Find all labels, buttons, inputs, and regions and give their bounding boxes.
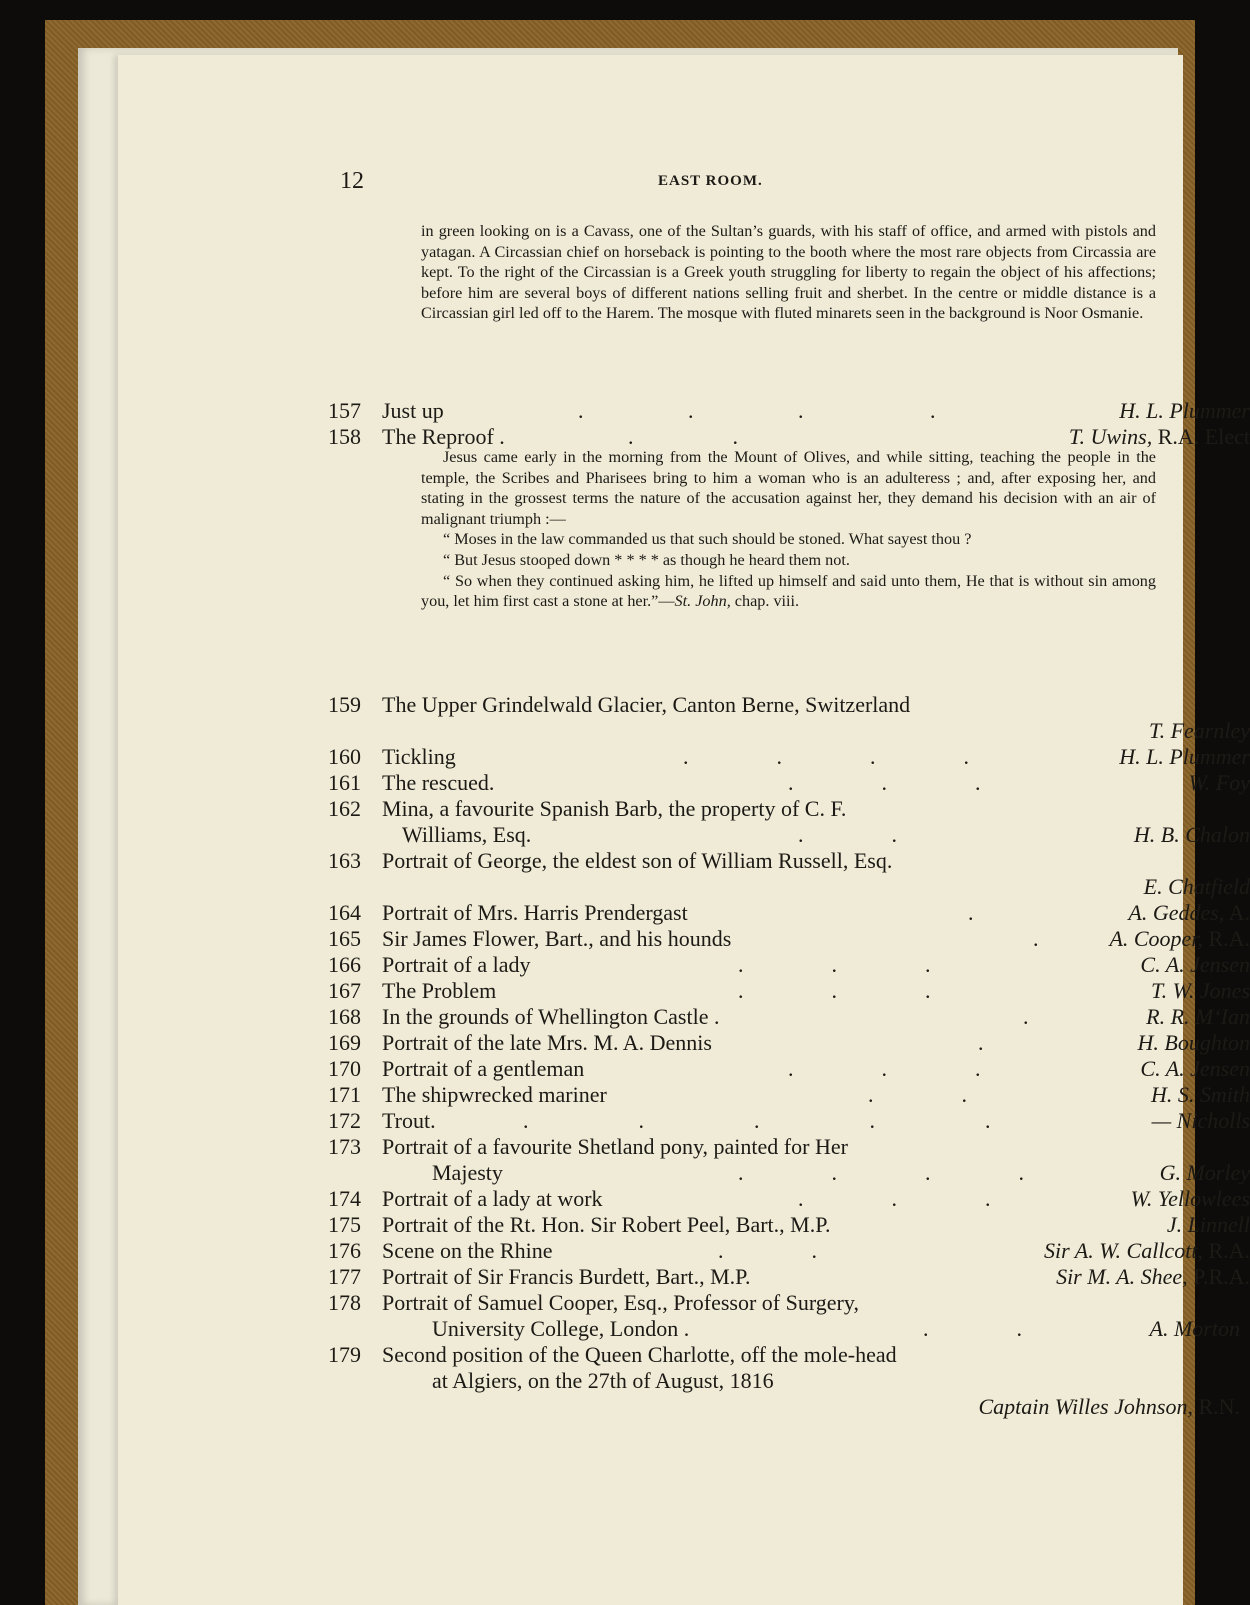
leader-dots: . .	[798, 822, 897, 847]
entry-title: Portrait of the late Mrs. M. A. Dennis	[382, 1030, 712, 1055]
quote-paragraph: “ So when they continued asking him, he lifted up himself and said unto them, He that is without sin among you, let him first cast a stone at her.”—St. John, chap. viii.	[421, 571, 1156, 611]
leader-dots: .	[968, 900, 974, 925]
description-paragraph	[421, 221, 1156, 324]
entry-title: Just up	[382, 398, 444, 423]
catalogue-entry	[328, 1212, 1250, 1238]
catalogue-entry	[328, 926, 1250, 952]
entry-number: 171	[328, 1082, 361, 1107]
entry-artist: — Nicholls	[1151, 1108, 1250, 1133]
quote-paragraph: Jesus came early in the morning from the Mount of Olives, and while sitting, teaching the people in the temple, the Scribes and Pharisees bring to him a woman who is an adulteress ; and, after exposing her, and stating in the grossest terms the nature of the accusation against her, they demand his decision with an air of malignant triumph :—	[421, 448, 1156, 528]
leader-dots: . .	[923, 1316, 1022, 1341]
entry-title: The shipwrecked mariner	[382, 1082, 607, 1107]
entry-title: The Problem	[382, 978, 497, 1003]
leader-dots: . . .	[738, 952, 931, 977]
entry-artist: C. A. Jensen	[1140, 1056, 1250, 1081]
entry-title: Portrait of George, the eldest son of William Russell, Esq.	[382, 848, 893, 873]
catalogue-entry-continuation	[328, 822, 1250, 848]
entry-artist: W. Foy	[1188, 770, 1250, 795]
leader-dots: . .	[718, 1238, 817, 1263]
leader-dots: .	[1023, 1004, 1029, 1029]
entry-number: 174	[328, 1186, 361, 1211]
catalogue-entry-artist-line	[328, 718, 1250, 744]
quote-paragraph: “ But Jesus stooped down * * * * as though he heard them not.	[443, 550, 850, 569]
entry-title: Tickling	[382, 744, 456, 769]
catalogue-entry	[328, 952, 1250, 978]
entry-number: 170	[328, 1056, 361, 1081]
catalogue-entry	[328, 770, 1250, 796]
entry-number: 166	[328, 952, 361, 977]
entry-number: 164	[328, 900, 361, 925]
leader-dots: . . .	[788, 1056, 981, 1081]
entry-title: Portrait of the Rt. Hon. Sir Robert Peel, Bart., M.P.	[382, 1212, 831, 1237]
entry-number: 173	[328, 1134, 361, 1159]
entry-artist: H. L. Plummer	[1119, 744, 1250, 769]
entry-title: Portrait of Samuel Cooper, Esq., Professor of Surgery,	[382, 1290, 859, 1315]
entry-title: Portrait of a lady	[382, 952, 531, 977]
entry-title: Portrait of Mrs. Harris Prendergast	[382, 900, 688, 925]
quote-block	[421, 447, 1156, 612]
catalogue-entry	[328, 1264, 1250, 1290]
entry-title: Portrait of a lady at work	[382, 1186, 603, 1211]
entry-artist: Sir A. W. Callcott, R.A.	[1044, 1238, 1250, 1263]
entry-artist: E. Chatfield	[1143, 874, 1250, 899]
entry-number: 162	[328, 796, 361, 821]
entry-artist: J. Linnell	[1166, 1212, 1250, 1237]
entry-number: 168	[328, 1004, 361, 1029]
entry-number: 177	[328, 1264, 361, 1289]
quote-paragraph: “ Moses in the law commanded us that such should be stoned. What sayest thou ?	[443, 530, 972, 549]
leader-dots: . . . . .	[523, 1108, 991, 1133]
entry-artist: H. S. Smith	[1151, 1082, 1250, 1107]
catalogue-entry	[328, 900, 1250, 926]
entry-number: 165	[328, 926, 361, 951]
catalogue-page	[118, 55, 1250, 1605]
catalogue-entry-artist-line	[328, 1394, 1250, 1420]
entry-title-continuation: Majesty	[432, 1160, 503, 1185]
catalogue-entry	[328, 692, 1250, 718]
entry-artist: T. W. Jones	[1151, 978, 1250, 1003]
entry-artist: A. Geddes, A.	[1128, 900, 1250, 925]
entry-artist: W. Yellowlees	[1130, 1186, 1250, 1211]
leader-dots: . .	[628, 424, 738, 449]
leader-dots: . .	[868, 1082, 967, 1107]
entry-artist: R. R. M‘Ian	[1146, 1004, 1250, 1029]
entry-artist: A. Morton	[1149, 1316, 1240, 1341]
entry-number: 172	[328, 1108, 361, 1133]
entry-artist: G. Morley	[1159, 1160, 1250, 1185]
entry-artist: H. B. Chalon	[1133, 822, 1250, 847]
catalogue-entry	[328, 1238, 1250, 1264]
catalogue-entry-continuation	[328, 1160, 1250, 1186]
entry-artist: C. A. Jensen	[1140, 952, 1250, 977]
entry-title: The Reproof .	[382, 424, 505, 449]
entry-number: 161	[328, 770, 361, 795]
leader-dots: . . . .	[578, 398, 936, 423]
entry-title-continuation: at Algiers, on the 27th of August, 1816	[432, 1368, 774, 1393]
catalogue-entry-continuation	[328, 1368, 1250, 1394]
leader-dots: .	[1033, 926, 1039, 951]
entry-number: 176	[328, 1238, 361, 1263]
entry-title: The rescued.	[382, 770, 495, 795]
entry-title: The Upper Grindelwald Glacier, Canton Berne, Switzerland	[382, 692, 911, 717]
leader-dots: .	[978, 1030, 984, 1055]
entry-title-continuation: University College, London .	[432, 1316, 690, 1341]
leader-dots: . . . .	[738, 1160, 1024, 1185]
entry-number: 159	[328, 692, 361, 717]
catalogue-entry	[328, 1030, 1250, 1056]
entry-number: 179	[328, 1342, 361, 1367]
entry-number: 157	[328, 398, 361, 423]
catalogue-entry	[328, 1056, 1250, 1082]
entry-artist: H. L. Plummer	[1119, 398, 1250, 423]
catalogue-entry	[328, 398, 1250, 424]
catalogue-entry-artist-line	[328, 874, 1250, 900]
page-number: 12	[340, 168, 364, 194]
catalogue-entry	[328, 796, 1250, 822]
entry-number: 163	[328, 848, 361, 873]
entry-artist: T. Uwins, R.A. Elect	[1068, 424, 1250, 449]
description-text: in green looking on is a Cavass, one of the Sultan’s guards, with his staff of office, and armed with pistols and yatagan. A Circassian chief on horseback is pointing to the booth where the most rare objects from Circassia are kept. To the right of the Circassian is a Greek youth struggling for liberty to regain the object of his affections; before him are several boys of different nations selling fruit and sherbet. In the centre or middle distance is a Circassian girl led off to the Harem. The mosque with fluted minarets seen in the background is Noor Osmanie.	[421, 222, 1156, 323]
catalogue-entry	[328, 1134, 1250, 1160]
entry-title: Portrait of Sir Francis Burdett, Bart., M.P.	[382, 1264, 751, 1289]
entry-title: In the grounds of Whellington Castle .	[382, 1004, 720, 1029]
leader-dots: . . .	[798, 1186, 991, 1211]
catalogue-entry	[328, 848, 1250, 874]
catalogue-entry-continuation	[328, 1316, 1250, 1342]
entry-title: Portrait of a favourite Shetland pony, painted for Her	[382, 1134, 848, 1159]
catalogue-entry	[328, 978, 1250, 1004]
catalogue-entry	[328, 744, 1250, 770]
entry-artist: Sir M. A. Shee, P.R.A.	[1056, 1264, 1250, 1289]
entry-number: 167	[328, 978, 361, 1003]
entry-number: 160	[328, 744, 361, 769]
catalogue-entry	[328, 1004, 1250, 1030]
leader-dots: . . . .	[683, 744, 969, 769]
entry-title: Trout.	[382, 1108, 436, 1133]
catalogue-entry	[328, 1186, 1250, 1212]
catalogue-entry	[328, 1342, 1250, 1368]
entry-number: 178	[328, 1290, 361, 1315]
entry-artist: T. Fearnley	[1148, 718, 1250, 743]
entry-artist: H. Boughton	[1137, 1030, 1250, 1055]
entry-title-continuation: Williams, Esq.	[402, 822, 532, 847]
entry-number: 175	[328, 1212, 361, 1237]
entry-number: 158	[328, 424, 361, 449]
entry-title: Sir James Flower, Bart., and his hounds	[382, 926, 732, 951]
catalogue-entry	[328, 1082, 1250, 1108]
catalogue-entry	[328, 1108, 1250, 1134]
leader-dots: . . .	[788, 770, 981, 795]
entry-number: 169	[328, 1030, 361, 1055]
running-head: EAST ROOM.	[658, 173, 763, 189]
entry-title: Scene on the Rhine	[382, 1238, 553, 1263]
entry-title: Mina, a favourite Spanish Barb, the property of C. F.	[382, 796, 847, 821]
entry-artist: A. Cooper, R.A.	[1109, 926, 1250, 951]
leader-dots: . . .	[738, 978, 931, 1003]
entry-title: Portrait of a gentleman	[382, 1056, 585, 1081]
entry-artist: Captain Willes Johnson, R.N.	[978, 1394, 1240, 1419]
catalogue-entry	[328, 1290, 1250, 1316]
entry-title: Second position of the Queen Charlotte, off the mole-head	[382, 1342, 897, 1367]
